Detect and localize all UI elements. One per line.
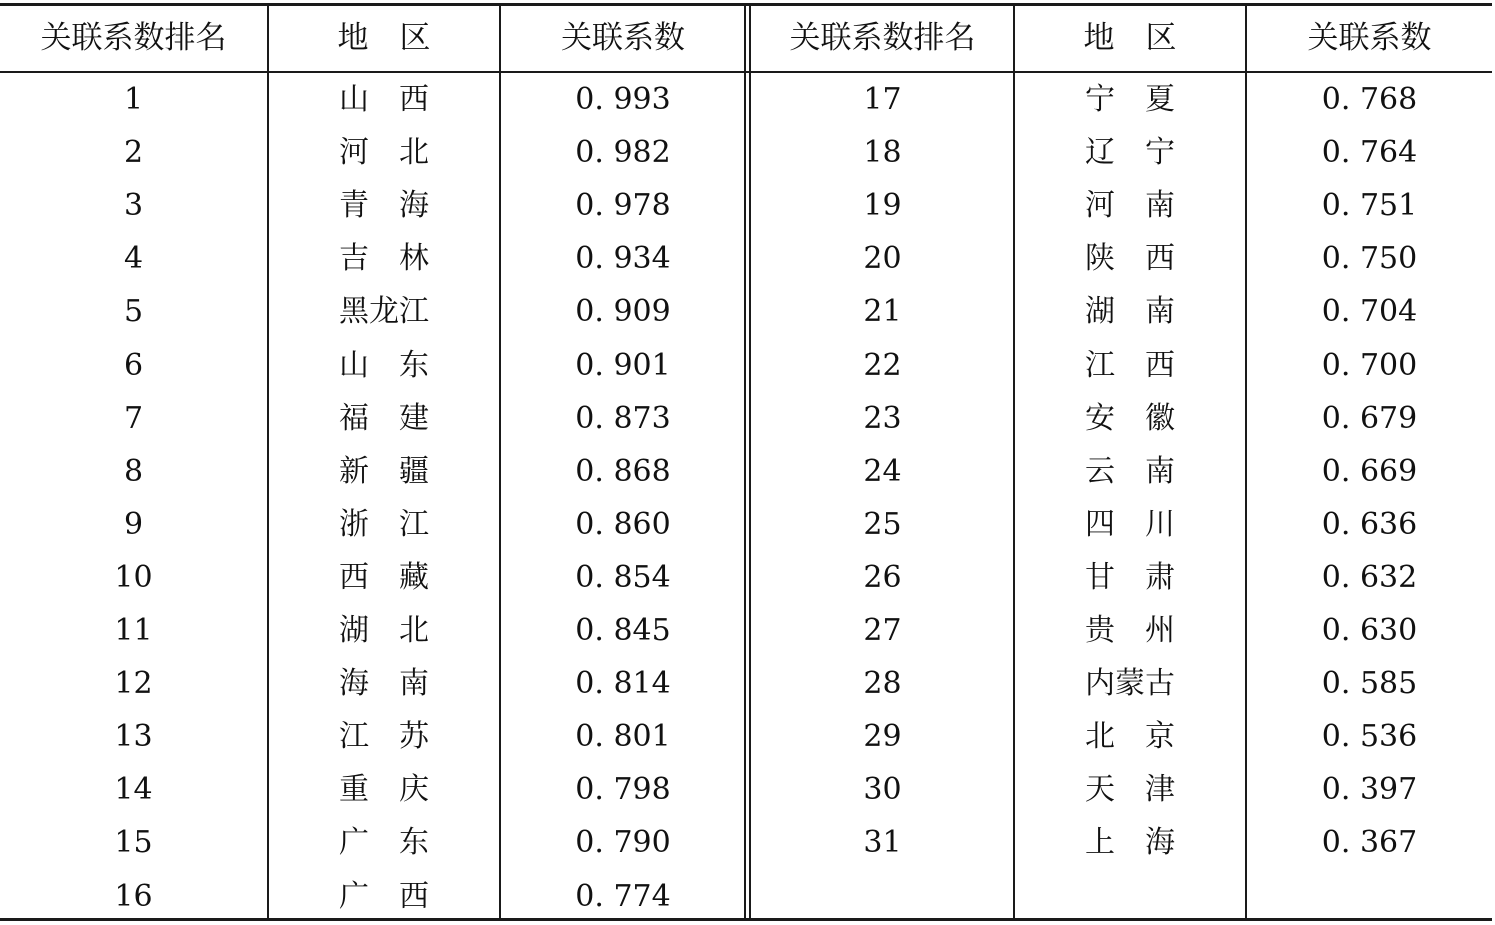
region-cell: 湖 北	[339, 613, 429, 648]
rank-cell: 11	[114, 613, 153, 648]
table-row	[752, 179, 1492, 232]
double-divider-right	[749, 6, 751, 918]
rank-cell: 12	[114, 666, 153, 702]
table-row	[752, 657, 1492, 710]
coef-cell: 0. 367	[1321, 825, 1418, 861]
coef-cell: 0. 868	[575, 453, 671, 489]
rank-cell: 3	[123, 188, 144, 224]
region-cell: 河 北	[339, 135, 429, 171]
region-cell: 陕 西	[1085, 241, 1175, 277]
coef-cell: 0. 700	[1321, 347, 1418, 383]
coef-cell: 0. 679	[1321, 400, 1418, 436]
coef-cell: 0. 397	[1321, 772, 1418, 808]
coef-cell: 0. 636	[1321, 506, 1418, 542]
region-cell: 山 西	[339, 82, 429, 117]
header-coef: 关联系数	[1307, 20, 1432, 56]
coef-cell: 0. 982	[575, 135, 671, 171]
rank-cell: 9	[123, 506, 144, 542]
coef-cell: 0. 536	[1321, 719, 1418, 755]
table-row	[0, 657, 745, 710]
coef-cell: 0. 751	[1321, 188, 1418, 224]
header-region: 地 区	[337, 20, 431, 56]
rank-cell: 1	[123, 82, 144, 117]
table-row	[752, 126, 1492, 179]
table-row	[752, 339, 1492, 392]
rank-cell: 30	[863, 772, 902, 808]
table-row	[0, 445, 745, 498]
rank-cell: 5	[123, 294, 144, 330]
region-cell: 青 海	[339, 188, 429, 224]
table-row	[0, 232, 745, 285]
region-cell: 天 津	[1085, 772, 1175, 808]
coef-cell: 0. 801	[575, 719, 671, 755]
table-row	[752, 604, 1492, 657]
table-row	[0, 710, 745, 763]
table-row	[0, 126, 745, 179]
coef-cell: 0. 854	[575, 559, 671, 595]
region-cell: 福 建	[339, 400, 429, 436]
table-row	[752, 73, 1492, 126]
rank-cell: 26	[863, 559, 902, 595]
coef-cell: 0. 774	[575, 878, 671, 914]
rank-cell: 13	[114, 719, 153, 755]
region-cell: 西 藏	[339, 559, 429, 595]
rank-cell: 20	[863, 241, 902, 277]
table-row	[0, 498, 745, 551]
rank-cell: 7	[123, 400, 144, 436]
region-cell: 河 南	[1085, 188, 1175, 224]
rank-cell: 22	[863, 347, 902, 383]
coef-cell: 0. 873	[575, 400, 671, 436]
table-row	[0, 339, 745, 392]
table-row	[0, 551, 745, 604]
region-cell: 黑龙江	[339, 294, 429, 330]
coef-cell: 0. 814	[575, 666, 671, 702]
rank-cell: 23	[863, 400, 902, 436]
table-row	[752, 445, 1492, 498]
table-row	[0, 392, 745, 445]
rank-cell: 15	[114, 825, 153, 861]
table-row	[0, 285, 745, 338]
table-row	[0, 816, 745, 869]
region-cell: 四 川	[1085, 506, 1175, 542]
coef-cell: 0. 768	[1321, 82, 1418, 117]
coef-cell: 0. 585	[1321, 666, 1418, 702]
region-cell: 宁 夏	[1085, 82, 1175, 117]
coef-cell: 0. 669	[1321, 453, 1418, 489]
coef-cell: 0. 993	[575, 82, 671, 117]
rank-cell: 19	[863, 188, 902, 224]
region-cell: 吉 林	[339, 241, 429, 277]
table-row	[752, 392, 1492, 445]
coef-cell: 0. 860	[575, 506, 671, 542]
coef-cell: 0. 934	[575, 241, 671, 277]
region-cell: 江 西	[1085, 347, 1175, 383]
table-row	[752, 285, 1492, 338]
table-row	[0, 179, 745, 232]
table-row	[0, 604, 745, 657]
region-cell: 安 徽	[1085, 400, 1175, 436]
header-rank: 关联系数排名	[40, 20, 227, 56]
coef-cell: 0. 750	[1321, 241, 1418, 277]
table-row	[0, 870, 745, 923]
coef-cell: 0. 901	[575, 347, 671, 383]
rank-cell: 17	[863, 82, 902, 117]
region-cell: 新 疆	[339, 453, 429, 489]
region-cell: 湖 南	[1085, 294, 1175, 330]
coef-cell: 0. 630	[1321, 613, 1418, 648]
coef-cell: 0. 704	[1321, 294, 1418, 330]
rank-cell: 16	[114, 878, 153, 914]
rank-cell: 14	[114, 772, 153, 808]
rank-cell: 21	[863, 294, 902, 330]
header-rank: 关联系数排名	[789, 20, 976, 56]
rank-cell: 29	[863, 719, 902, 755]
coef-cell: 0. 632	[1321, 559, 1418, 595]
table-row	[752, 551, 1492, 604]
region-cell: 海 南	[339, 666, 429, 702]
coef-cell: 0. 845	[575, 613, 671, 648]
rank-cell: 28	[863, 666, 902, 702]
region-cell: 辽 宁	[1085, 135, 1175, 171]
rank-cell: 27	[863, 613, 902, 648]
rank-cell: 2	[123, 135, 144, 171]
region-cell: 山 东	[339, 347, 429, 383]
coef-cell: 0. 978	[575, 188, 671, 224]
coef-cell: 0. 798	[575, 772, 671, 808]
region-cell: 上 海	[1085, 825, 1175, 861]
table-row	[0, 73, 745, 126]
table-row	[752, 763, 1492, 816]
region-cell: 北 京	[1085, 719, 1175, 755]
region-cell: 重 庆	[339, 772, 429, 808]
coef-cell: 0. 790	[575, 825, 671, 861]
header-region: 地 区	[1083, 20, 1177, 56]
header-coef: 关联系数	[561, 20, 685, 56]
rank-cell: 24	[863, 453, 902, 489]
region-cell: 内蒙古	[1085, 666, 1175, 702]
table-row	[752, 232, 1492, 285]
region-cell: 广 东	[339, 825, 429, 861]
table-row	[752, 816, 1492, 869]
rank-cell: 18	[863, 135, 902, 171]
rank-cell: 10	[114, 559, 153, 595]
table-row	[752, 710, 1492, 763]
rank-cell: 8	[123, 453, 144, 489]
region-cell: 云 南	[1085, 453, 1175, 489]
region-cell: 浙 江	[339, 506, 429, 542]
table-row	[752, 498, 1492, 551]
region-cell: 贵 州	[1085, 613, 1175, 648]
region-cell: 江 苏	[339, 719, 429, 755]
region-cell: 甘 肃	[1085, 559, 1175, 595]
rank-cell: 25	[863, 506, 902, 542]
rank-cell: 4	[123, 241, 144, 277]
coef-cell: 0. 764	[1321, 135, 1418, 171]
rank-cell: 31	[863, 825, 902, 861]
coef-cell: 0. 909	[575, 294, 671, 330]
region-cell: 广 西	[339, 878, 429, 914]
table-row	[0, 763, 745, 816]
rank-cell: 6	[123, 347, 144, 383]
